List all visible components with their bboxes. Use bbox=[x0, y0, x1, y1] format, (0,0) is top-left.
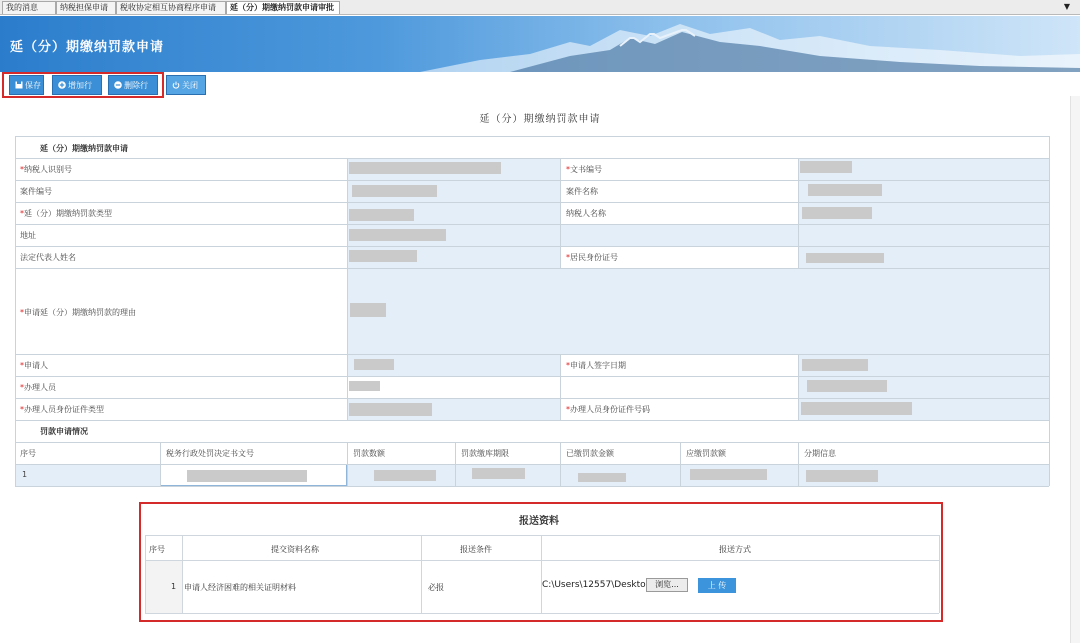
close-button[interactable] bbox=[166, 75, 206, 95]
upload-button[interactable]: 上 传 bbox=[698, 578, 736, 593]
browse-button[interactable]: 浏览... bbox=[646, 578, 688, 592]
submission-col-index: 序号 bbox=[149, 545, 165, 554]
submission-col-condition: 报送条件 bbox=[460, 545, 492, 554]
label-legal-rep: 法定代表人姓名 bbox=[20, 253, 76, 262]
redacted-value bbox=[350, 303, 386, 317]
submission-title: 报送资料 bbox=[519, 516, 559, 527]
label-fine-type: *延（分）期缴纳罚款类型 bbox=[20, 209, 112, 218]
fines-col-paid: 已缴罚款金额 bbox=[566, 449, 614, 458]
label-address: 地址 bbox=[20, 231, 36, 240]
redacted-value bbox=[806, 470, 878, 482]
submission-col-method: 报送方式 bbox=[719, 545, 751, 554]
form-title: 延（分）期缴纳罚款申请 bbox=[479, 114, 601, 125]
tab-bar bbox=[0, 0, 1080, 15]
label-doc-no: *文书编号 bbox=[566, 165, 602, 174]
redacted-value bbox=[802, 207, 872, 219]
label-sign-date: *申请人签字日期 bbox=[566, 361, 626, 370]
label-taxpayer-id: *纳税人识别号 bbox=[20, 165, 72, 174]
page-banner bbox=[0, 16, 1080, 72]
redacted-value bbox=[354, 359, 394, 370]
tab-treaty-consultation[interactable]: 税收协定相互协商程序申请 bbox=[116, 1, 226, 14]
redacted-value bbox=[578, 473, 626, 482]
redacted-value bbox=[802, 359, 868, 371]
redacted-value bbox=[807, 380, 887, 392]
file-path-input[interactable]: C:\Users\12557\Deskto bbox=[542, 580, 646, 590]
submission-row-condition: 必报 bbox=[428, 583, 444, 592]
fines-row-index: 1 bbox=[22, 470, 28, 479]
tab-my-messages[interactable]: 我的消息 bbox=[2, 1, 56, 14]
fines-section-title: 罚款申请情况 bbox=[40, 427, 88, 436]
fines-col-doc-no: 税务行政处罚决定书文号 bbox=[166, 449, 254, 458]
reason-textarea[interactable] bbox=[347, 268, 1049, 354]
redacted-value bbox=[800, 161, 852, 173]
label-handler-id-type: *办理人员身份证件类型 bbox=[20, 405, 104, 414]
address-input[interactable] bbox=[347, 224, 1049, 246]
add-row-button[interactable] bbox=[52, 75, 102, 95]
great-wall-mountains-image bbox=[420, 16, 1080, 72]
label-handler: *办理人员 bbox=[20, 383, 56, 392]
redacted-value bbox=[690, 469, 767, 480]
tab-tax-guarantee[interactable]: 纳税担保申请 bbox=[56, 1, 116, 14]
close-label: 关闭 bbox=[182, 81, 198, 90]
save-button[interactable] bbox=[9, 75, 44, 95]
fines-col-due: 应缴罚款额 bbox=[686, 449, 726, 458]
redacted-value bbox=[349, 403, 432, 416]
tab-fine-deferral-approval[interactable]: 延（分）期缴纳罚款申请审批 bbox=[226, 1, 340, 14]
add-row-label: 增加行 bbox=[68, 81, 92, 90]
fines-col-index: 序号 bbox=[20, 449, 36, 458]
fines-col-deadline: 罚款缴库期限 bbox=[461, 449, 509, 458]
vertical-scrollbar[interactable] bbox=[1070, 96, 1080, 643]
redacted-value bbox=[808, 184, 882, 196]
label-applicant: *申请人 bbox=[20, 361, 48, 370]
fines-col-amount: 罚款数额 bbox=[353, 449, 385, 458]
label-taxpayer-name: 纳税人名称 bbox=[566, 209, 606, 218]
save-label: 保存 bbox=[25, 81, 41, 90]
label-resident-id: *居民身份证号 bbox=[566, 253, 618, 262]
label-case-no: 案件编号 bbox=[20, 187, 52, 196]
save-icon bbox=[15, 81, 23, 89]
power-icon bbox=[172, 81, 180, 89]
label-handler-id-no: *办理人员身份证件号码 bbox=[566, 405, 650, 414]
redacted-value bbox=[801, 402, 912, 415]
add-circle-icon bbox=[58, 81, 66, 89]
redacted-value bbox=[472, 468, 525, 479]
form-section-title: 延（分）期缴纳罚款申请 bbox=[40, 144, 128, 153]
delete-row-label: 删除行 bbox=[124, 81, 148, 90]
submission-row-name: 申请人经济困难的相关证明材料 bbox=[184, 583, 296, 592]
tab-menu-dropdown-icon[interactable]: ▼ bbox=[1063, 2, 1070, 11]
redacted-value bbox=[374, 470, 436, 481]
redacted-value bbox=[806, 253, 884, 263]
redacted-value bbox=[352, 185, 437, 197]
redacted-value bbox=[349, 162, 501, 174]
submission-col-name: 提交资料名称 bbox=[271, 545, 319, 554]
label-reason: *申请延（分）期缴纳罚款的理由 bbox=[20, 308, 136, 317]
fines-col-installment: 分期信息 bbox=[804, 449, 836, 458]
redacted-value bbox=[349, 209, 414, 221]
label-case-name: 案件名称 bbox=[566, 187, 598, 196]
delete-row-button[interactable] bbox=[108, 75, 158, 95]
submission-row-index: 1 bbox=[171, 582, 177, 591]
remove-circle-icon bbox=[114, 81, 122, 89]
banner-title: 延（分）期缴纳罚款申请 bbox=[10, 40, 165, 55]
redacted-value bbox=[349, 381, 380, 391]
redacted-value bbox=[349, 229, 446, 241]
redacted-value bbox=[187, 470, 307, 482]
redacted-value bbox=[349, 250, 417, 262]
